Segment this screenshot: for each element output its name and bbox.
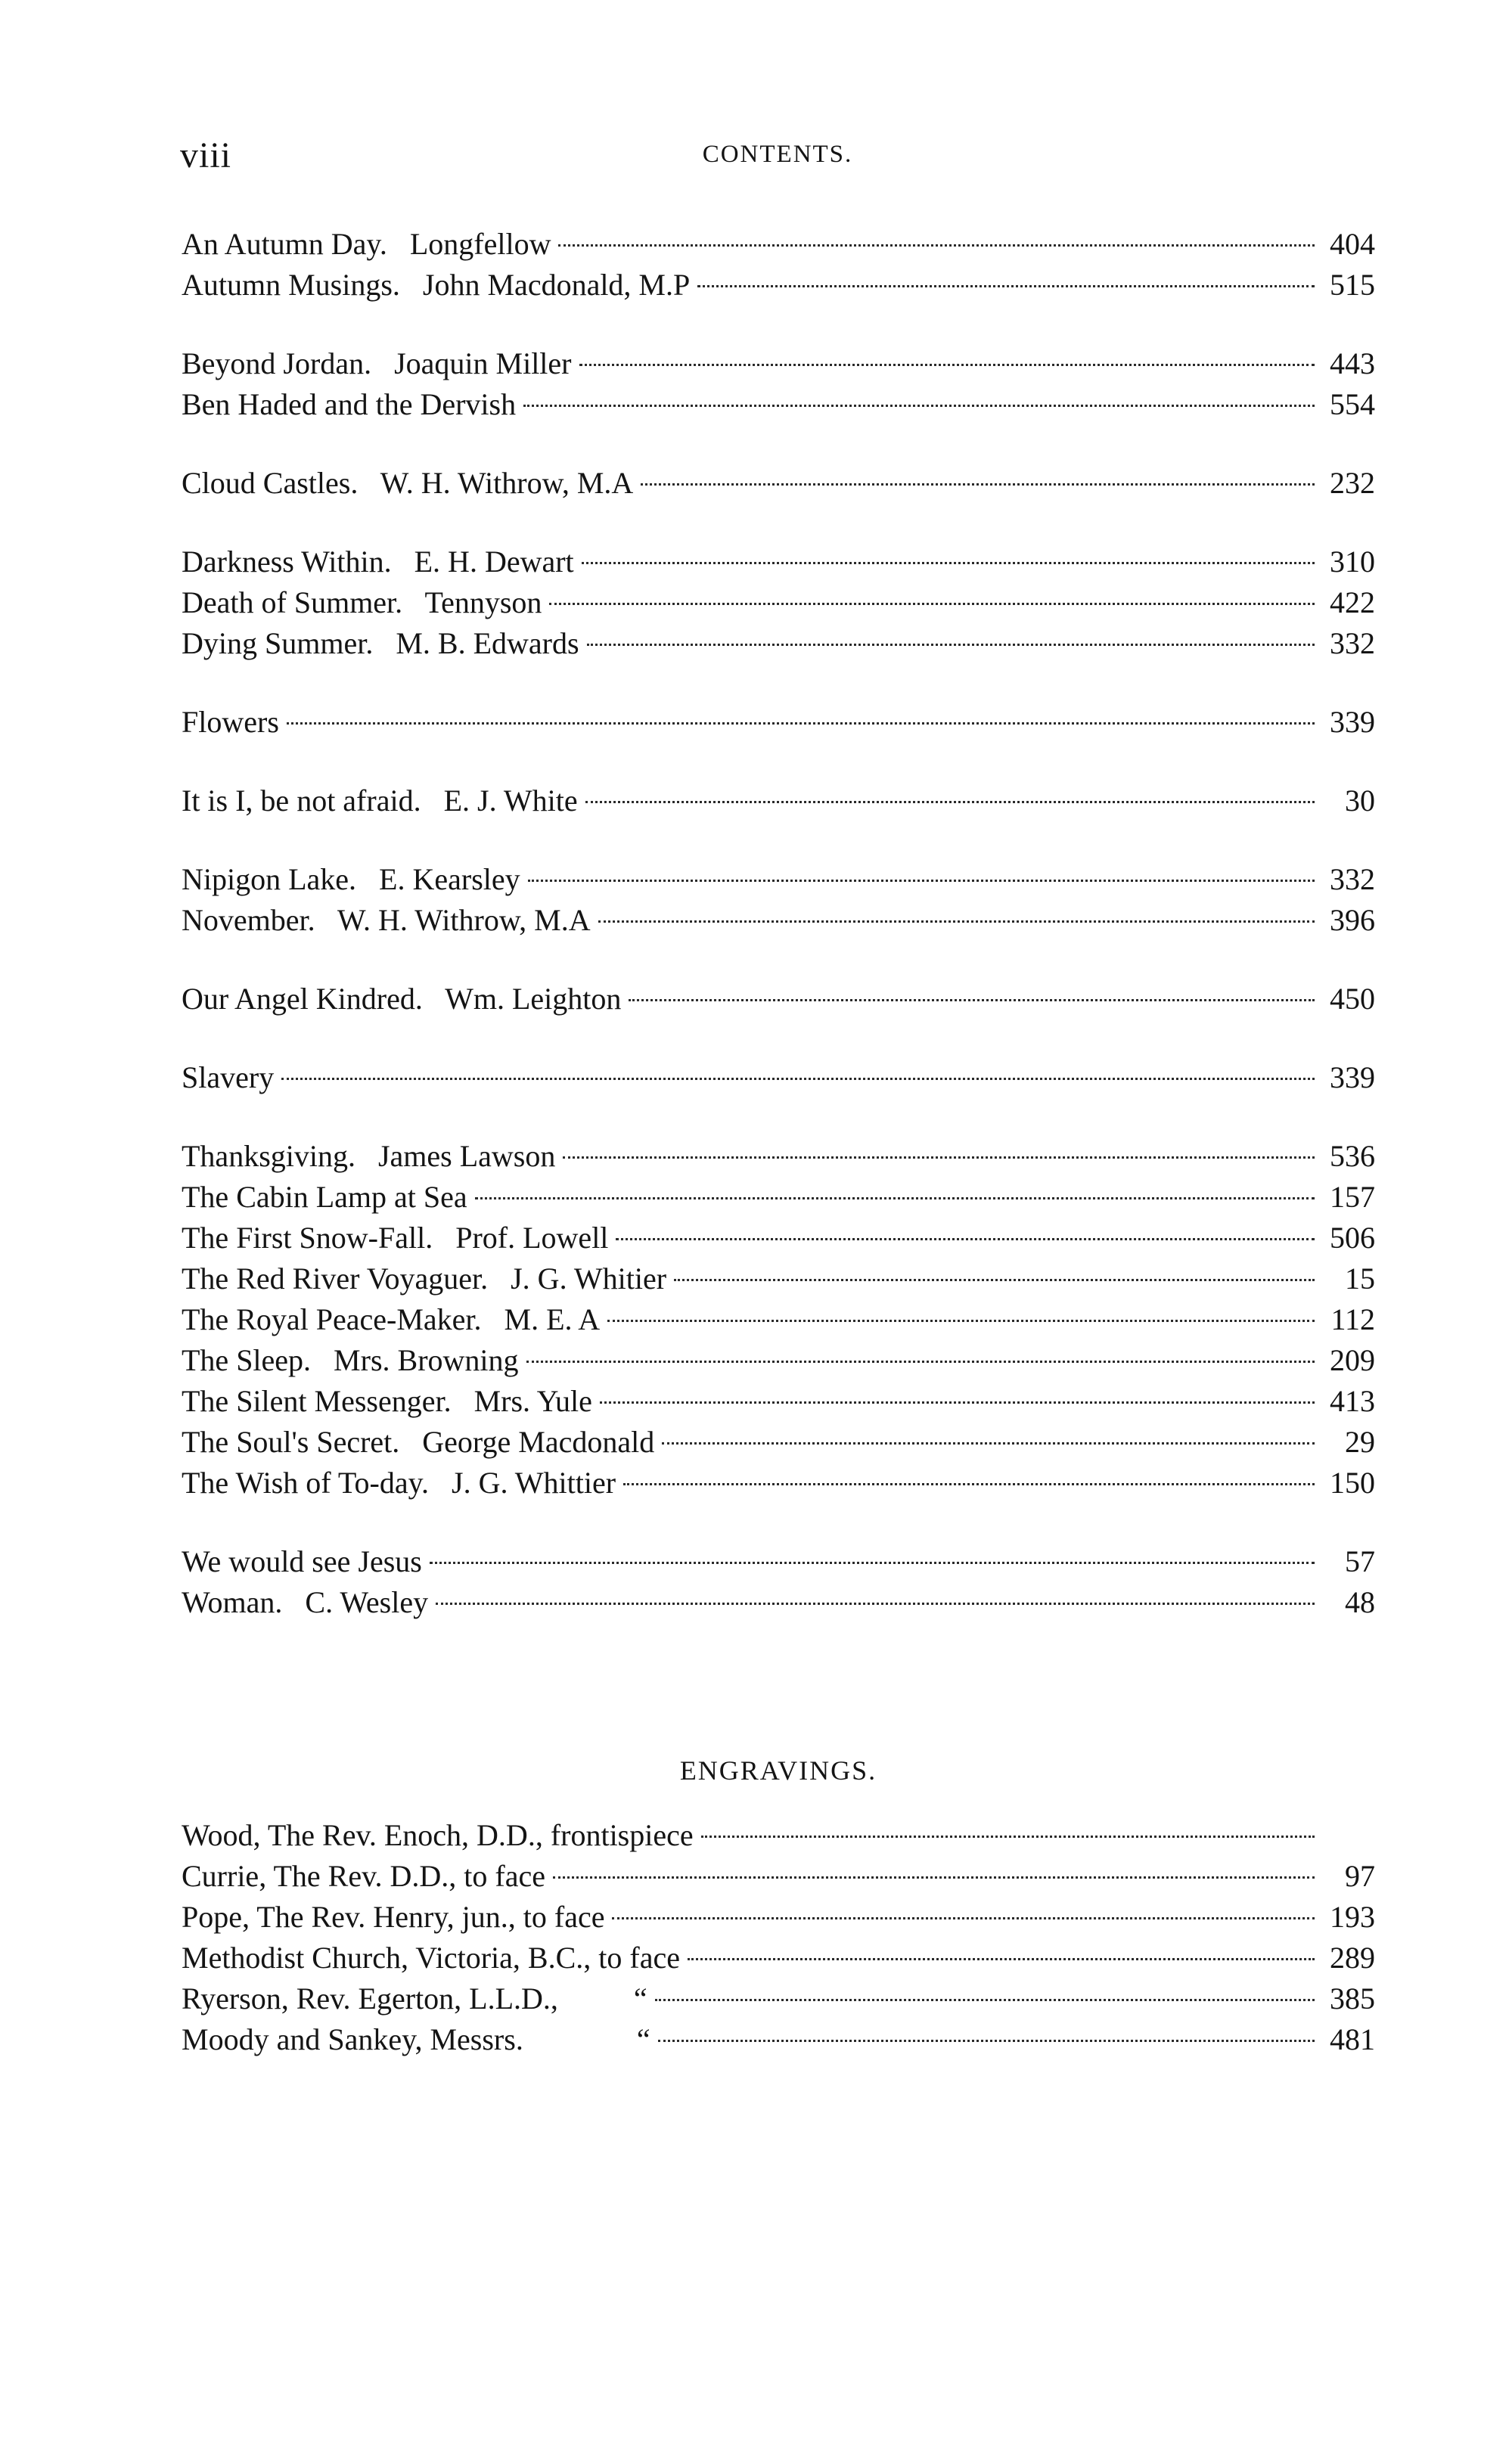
entry-title: Methodist Church, Victoria, B.C., to face — [182, 1941, 680, 1975]
entry-title: Wood, The Rev. Enoch, D.D., frontispiece — [182, 1818, 694, 1852]
toc-entry — [182, 1541, 1375, 1582]
entry-page-number: 310 — [1330, 545, 1375, 579]
toc-entry — [182, 1582, 1375, 1623]
toc-group — [182, 1057, 1375, 1098]
toc-group — [182, 1136, 1375, 1504]
dot-leader — [579, 364, 1315, 366]
toc-entry — [182, 2019, 1375, 2060]
contents-list — [182, 224, 1375, 1661]
dot-leader — [549, 603, 1315, 605]
toc-entry — [182, 1422, 1375, 1463]
toc-group — [182, 780, 1375, 821]
toc-entry — [182, 1218, 1375, 1258]
toc-entry — [182, 780, 1375, 821]
toc-entry — [182, 1978, 1375, 2019]
dot-leader — [612, 1917, 1315, 1919]
toc-group — [182, 542, 1375, 664]
toc-entry — [182, 542, 1375, 582]
toc-group — [182, 343, 1375, 425]
dot-leader — [655, 1999, 1315, 2001]
entry-title: An Autumn Day. Longfellow — [182, 227, 551, 261]
entry-page-number: 396 — [1330, 903, 1375, 937]
entry-title: The Red River Voyaguer. J. G. Whitier — [182, 1261, 667, 1296]
entry-page-number: 289 — [1330, 1941, 1375, 1975]
dot-leader — [563, 1156, 1315, 1159]
entry-title: November. W. H. Withrow, M.A — [182, 903, 591, 937]
toc-entry — [182, 343, 1375, 384]
entry-page-number: 157 — [1330, 1180, 1375, 1214]
toc-group — [182, 224, 1375, 306]
entry-page-number: 332 — [1330, 862, 1375, 896]
toc-entry — [182, 979, 1375, 1019]
entry-title: The Cabin Lamp at Sea — [182, 1180, 467, 1214]
dot-leader — [600, 1401, 1315, 1404]
entry-title: It is I, be not afraid. E. J. White — [182, 784, 578, 818]
toc-entry — [182, 463, 1375, 504]
entry-page-number: 554 — [1330, 387, 1375, 421]
entry-page-number: 422 — [1330, 585, 1375, 619]
toc-entry — [182, 1177, 1375, 1218]
entry-title: Death of Summer. Tennyson — [182, 585, 542, 619]
dot-leader — [582, 562, 1315, 564]
toc-entry — [182, 623, 1375, 664]
toc-entry — [182, 224, 1375, 265]
page-header — [180, 135, 1375, 188]
entry-page-number: 536 — [1330, 1139, 1375, 1173]
toc-group — [182, 463, 1375, 504]
toc-entry — [182, 1057, 1375, 1098]
entry-title: Darkness Within. E. H. Dewart — [182, 545, 574, 579]
entry-page-number: 450 — [1330, 982, 1375, 1016]
dot-leader — [658, 2040, 1315, 2042]
dot-leader — [430, 1562, 1315, 1564]
toc-entry — [182, 1897, 1375, 1938]
entry-title: Flowers — [182, 705, 279, 739]
entry-title: We would see Jesus — [182, 1544, 422, 1578]
entry-title: Nipigon Lake. E. Kearsley — [182, 862, 520, 896]
dot-leader — [558, 244, 1315, 247]
entry-page-number: 209 — [1330, 1343, 1375, 1377]
entry-title: Woman. C. Wesley — [182, 1585, 429, 1619]
toc-entry — [182, 265, 1375, 306]
toc-group — [182, 1541, 1375, 1623]
toc-entry — [182, 582, 1375, 623]
entry-page-number: 193 — [1330, 1900, 1375, 1934]
entry-title: Our Angel Kindred. Wm. Leighton — [182, 982, 622, 1016]
entry-page-number: 481 — [1330, 2022, 1375, 2056]
dot-leader — [607, 1320, 1315, 1322]
toc-entry — [182, 900, 1375, 941]
entry-page-number: 506 — [1330, 1221, 1375, 1255]
toc-entry — [182, 1856, 1375, 1897]
running-title: CONTENTS. — [702, 141, 853, 168]
dot-leader — [662, 1442, 1315, 1445]
toc-group — [182, 859, 1375, 941]
entry-page-number: 385 — [1330, 1981, 1375, 2016]
page-folio: viii — [180, 135, 232, 175]
toc-entry — [182, 1258, 1375, 1299]
toc-group — [182, 702, 1375, 743]
dot-leader — [587, 644, 1315, 646]
entry-title: Currie, The Rev. D.D., to face — [182, 1859, 545, 1893]
toc-entry — [182, 1381, 1375, 1422]
entry-title: The Royal Peace-Maker. M. E. A — [182, 1302, 601, 1336]
dot-leader — [526, 1361, 1315, 1363]
entry-title: Dying Summer. M. B. Edwards — [182, 626, 579, 660]
entry-page-number: 413 — [1330, 1384, 1375, 1418]
entry-page-number: 443 — [1330, 346, 1375, 380]
dot-leader — [688, 1958, 1315, 1960]
dot-leader — [475, 1197, 1315, 1199]
entry-title: Ben Haded and the Dervish — [182, 387, 517, 421]
toc-group — [182, 979, 1375, 1019]
entry-page-number: 29 — [1345, 1425, 1375, 1459]
engravings-heading: ENGRAVINGS. — [679, 1755, 877, 1786]
engravings-list — [182, 1815, 1375, 2060]
dot-leader — [553, 1876, 1315, 1879]
dot-leader — [598, 920, 1315, 923]
entry-page-number: 15 — [1345, 1261, 1375, 1296]
toc-entry — [182, 702, 1375, 743]
entry-page-number: 112 — [1330, 1302, 1375, 1336]
dot-leader — [528, 880, 1315, 882]
dot-leader — [674, 1279, 1315, 1281]
entry-title: Cloud Castles. W. H. Withrow, M.A — [182, 466, 634, 500]
entry-page-number: 97 — [1345, 1859, 1375, 1893]
entry-title: The Soul's Secret. George Macdonald — [182, 1425, 655, 1459]
toc-entry — [182, 1136, 1375, 1177]
entry-title: The Sleep. Mrs. Browning — [182, 1343, 519, 1377]
toc-entry — [182, 1938, 1375, 1978]
entry-title: Slavery — [182, 1060, 275, 1094]
entry-page-number: 515 — [1330, 268, 1375, 302]
toc-entry — [182, 1463, 1375, 1504]
entry-title: Moody and Sankey, Messrs. “ — [182, 2022, 650, 2056]
dot-leader — [585, 801, 1315, 803]
entry-page-number: 48 — [1345, 1585, 1375, 1619]
entry-title: Ryerson, Rev. Egerton, L.L.D., “ — [182, 1981, 647, 2016]
dot-leader — [616, 1238, 1315, 1240]
entry-title: Thanksgiving. James Lawson — [182, 1139, 556, 1173]
dot-leader — [436, 1603, 1315, 1605]
dot-leader — [287, 722, 1315, 725]
entry-page-number: 150 — [1330, 1466, 1375, 1500]
entry-page-number: 232 — [1330, 466, 1375, 500]
entry-title: Beyond Jordan. Joaquin Miller — [182, 346, 572, 380]
dot-leader — [701, 1836, 1315, 1838]
dot-leader — [629, 999, 1315, 1001]
toc-entry — [182, 859, 1375, 900]
entry-page-number: 332 — [1330, 626, 1375, 660]
toc-entry — [182, 1340, 1375, 1381]
toc-entry — [182, 384, 1375, 425]
toc-entry — [182, 1299, 1375, 1340]
toc-entry — [182, 1815, 1375, 1856]
entry-title: Pope, The Rev. Henry, jun., to face — [182, 1900, 605, 1934]
entry-page-number: 339 — [1330, 705, 1375, 739]
entry-title: The Silent Messenger. Mrs. Yule — [182, 1384, 592, 1418]
dot-leader — [281, 1078, 1315, 1080]
dot-leader — [623, 1483, 1315, 1485]
dot-leader — [523, 405, 1315, 407]
entry-page-number: 404 — [1330, 227, 1375, 261]
entry-title: Autumn Musings. John Macdonald, M.P — [182, 268, 691, 302]
dot-leader — [641, 483, 1315, 486]
entry-page-number: 339 — [1330, 1060, 1375, 1094]
entry-title: The First Snow-Fall. Prof. Lowell — [182, 1221, 609, 1255]
entry-page-number: 57 — [1345, 1544, 1375, 1578]
entry-page-number: 30 — [1345, 784, 1375, 818]
entry-title: The Wish of To-day. J. G. Whittier — [182, 1466, 616, 1500]
dot-leader — [697, 285, 1315, 287]
